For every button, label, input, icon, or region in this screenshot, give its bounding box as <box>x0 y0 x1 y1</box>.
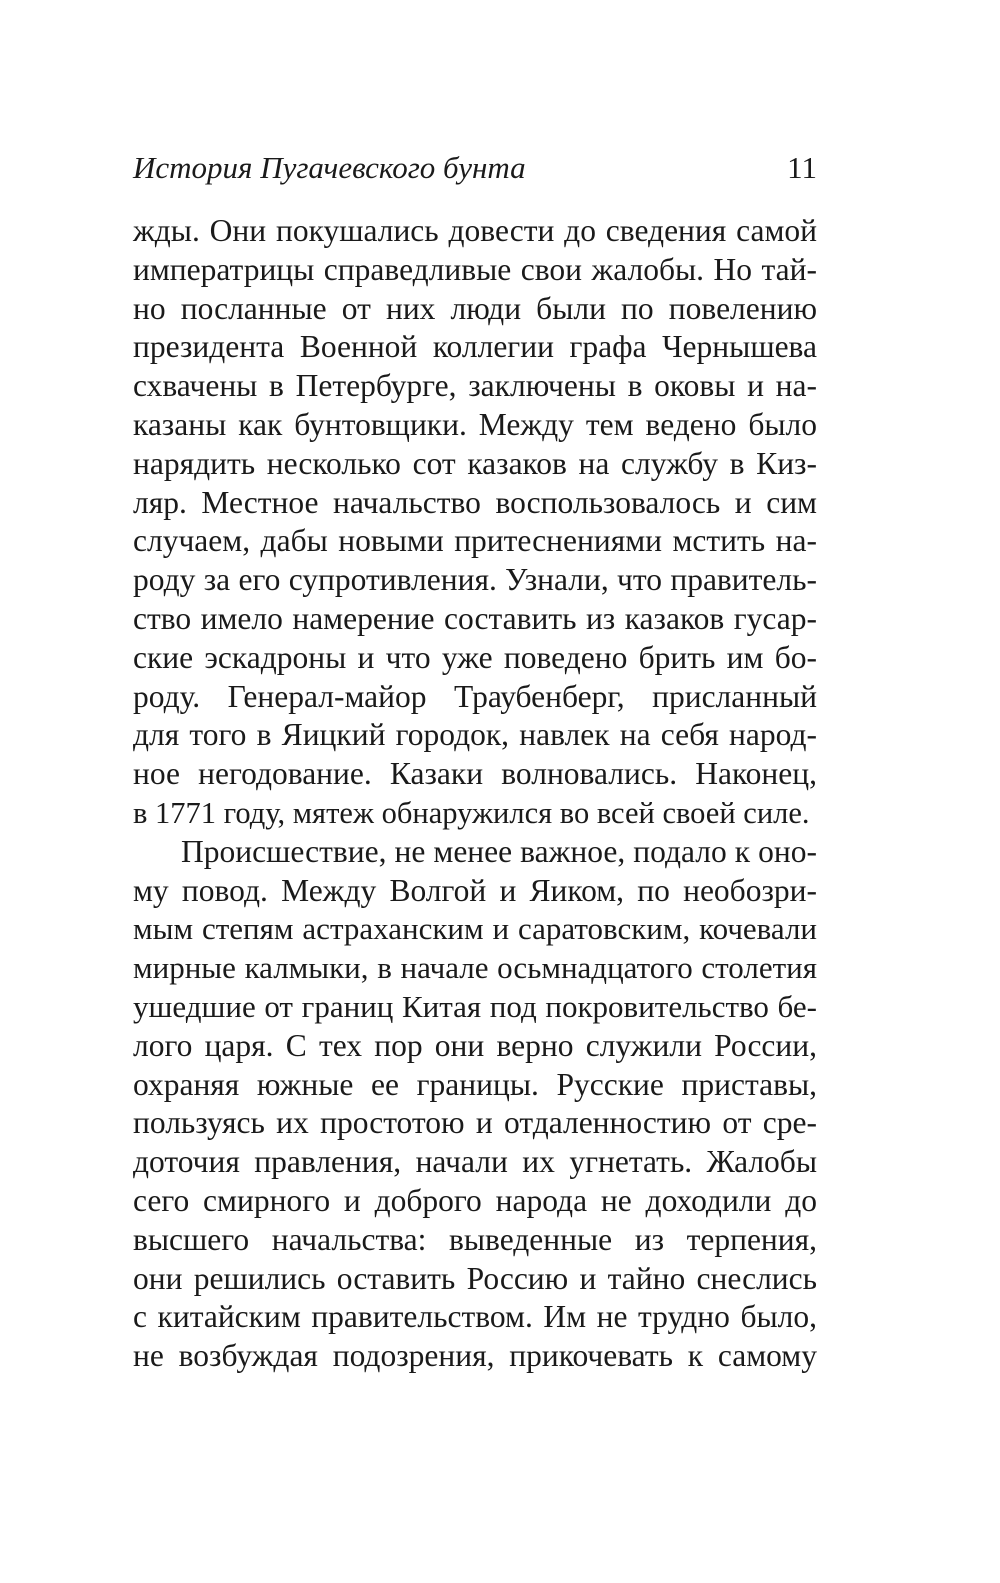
text-line: мирные калмыки, в начале осьмнадцатого столетия <box>133 950 817 986</box>
text-line: му повод. Между Волгой и Яиком, по необозри- <box>133 872 817 908</box>
text-line: с китайским правительством. Им не трудно было, <box>133 1299 817 1335</box>
text-line: но посланные от них люди были по повелению <box>133 290 817 326</box>
body-text <box>133 212 817 1376</box>
text-line: нарядить несколько сот казаков на службу в Киз- <box>133 445 817 481</box>
text-line: роду за его супротивления. Узнали, что правитель- <box>133 562 817 598</box>
text-line: для того в Яицкий городок, навлек на себя народ- <box>133 717 817 753</box>
text-line: президента Военной коллегии графа Чернышева <box>133 329 817 365</box>
text-line: жды. Они покушались довести до сведения самой <box>133 213 817 248</box>
text-line: ство имело намерение составить из казаков гусар- <box>133 600 817 636</box>
running-title: История Пугачевского бунта <box>133 150 526 185</box>
text-line: высшего начальства: выведенные из терпения, <box>133 1221 817 1257</box>
paragraph-start-line: Происшествие, не менее важное, подало к оно- <box>181 833 817 869</box>
text-line: казаны как бунтовщики. Между тем ведено было <box>133 406 817 442</box>
text-line: схвачены в Петербурге, заключены в оковы и на- <box>133 368 817 404</box>
text-line: лого царя. С тех пор они верно служили России, <box>133 1027 817 1063</box>
text-line: охраняя южные ее границы. Русские приставы, <box>133 1066 817 1102</box>
text-line: сего смирного и доброго народа не доходили до <box>133 1182 817 1218</box>
text-line: не возбуждая подозрения, прикочевать к самому <box>133 1338 817 1374</box>
text-line: ное негодование. Казаки волновались. Наконец, <box>133 756 817 792</box>
text-line: пользуясь их простотою и отдаленностию от сре- <box>133 1105 817 1141</box>
page-number: 11 <box>787 150 817 185</box>
text-line: ушедшие от границ Китая под покровительство бе- <box>133 988 817 1024</box>
text-line: доточия правления, начали их угнетать. Жалобы <box>133 1144 817 1180</box>
text-line: мым степям астраханским и саратовским, кочевали <box>133 911 817 947</box>
text-line: ляр. Местное начальство воспользовалось и сим <box>133 484 817 520</box>
text-line: роду. Генерал-майор Траубенберг, присланный <box>133 678 817 714</box>
text-line: они решились оставить Россию и тайно снеслись <box>133 1260 817 1296</box>
running-header <box>133 146 817 190</box>
text-line: случаем, дабы новыми притеснениями мстить на- <box>133 523 817 559</box>
text-line: императрицы справедливые свои жалобы. Но тай- <box>133 251 817 287</box>
paragraph-end-line: в 1771 году, мятеж обнаружился во всей своей силе. <box>133 795 810 830</box>
text-line: ские эскадроны и что уже поведено брить им бо- <box>133 639 817 675</box>
